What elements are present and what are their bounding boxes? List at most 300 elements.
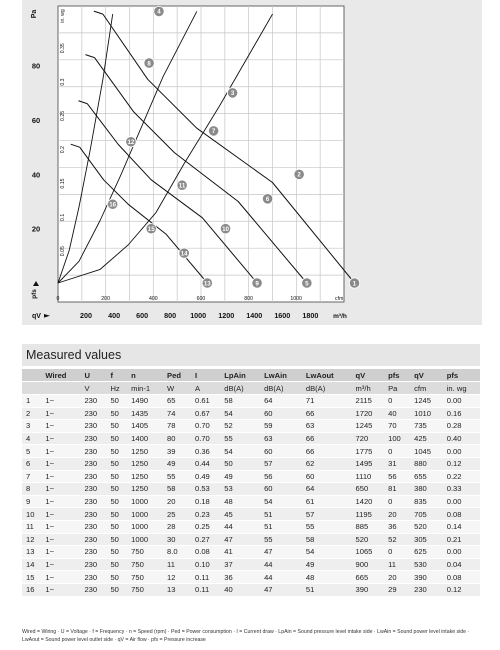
- x-tick-label-m3h: 800: [164, 311, 177, 320]
- table-cell: 0.61: [191, 395, 220, 408]
- table-cell: V: [80, 382, 106, 395]
- table-cell: 50: [106, 457, 127, 470]
- table-cell: 51: [260, 520, 302, 533]
- table-cell: 230: [80, 432, 106, 445]
- table-cell: 60: [302, 470, 352, 483]
- table-cell: 49: [302, 558, 352, 571]
- table-cell: 13: [22, 546, 41, 559]
- operating-point-label: 1: [352, 280, 357, 288]
- table-cell: 750: [127, 571, 163, 584]
- x-tick-label-cfm: 1000: [290, 296, 302, 302]
- table-cell: 40: [384, 407, 410, 420]
- table-cell: 0.21: [443, 533, 480, 546]
- y-tick-label-inwg: 0.2: [60, 146, 66, 154]
- table-cell: 29: [384, 583, 410, 596]
- table-cell: 835: [410, 495, 443, 508]
- table-cell: 1775: [352, 445, 385, 458]
- table-cell: LwAin: [260, 369, 302, 382]
- table-cell: 0.28: [443, 420, 480, 433]
- table-cell: 0.08: [443, 571, 480, 584]
- table-cell: 36: [220, 571, 260, 584]
- table-row: [22, 508, 480, 521]
- table-cell: 230: [80, 571, 106, 584]
- table-cell: 1~: [41, 520, 80, 533]
- table-cell: 1000: [127, 495, 163, 508]
- table-cell: 50: [106, 495, 127, 508]
- table-cell: LpAin: [220, 369, 260, 382]
- table-cell: 25: [163, 508, 191, 521]
- table-row: [22, 558, 480, 571]
- x-tick-label-m3h: 1200: [218, 311, 235, 320]
- table-cell: 0.70: [191, 432, 220, 445]
- table-cell: pfs: [443, 369, 480, 382]
- table-cell: 1~: [41, 533, 80, 546]
- table-cell: 57: [302, 508, 352, 521]
- table-cell: 1010: [410, 407, 443, 420]
- table-cell: 55: [260, 533, 302, 546]
- table-cell: LwAout: [302, 369, 352, 382]
- table-cell: 14: [22, 558, 41, 571]
- table-cell: 80: [163, 432, 191, 445]
- measured-values-table: [22, 369, 480, 597]
- table-cell: 0: [384, 395, 410, 408]
- table-cell: 50: [106, 432, 127, 445]
- operating-point-label: 9: [255, 280, 259, 288]
- table-cell: 230: [80, 558, 106, 571]
- x-tick-label-cfm: 400: [148, 296, 158, 302]
- table-cell: 50: [106, 533, 127, 546]
- table-cell: 665: [352, 571, 385, 584]
- table-cell: 63: [302, 420, 352, 433]
- table-cell: 530: [410, 558, 443, 571]
- y-tick-label-pa: 20: [31, 224, 41, 234]
- table-cell: 55: [220, 432, 260, 445]
- table-cell: 36: [384, 520, 410, 533]
- table-cell: 40: [220, 583, 260, 596]
- table-cell: 1~: [41, 432, 80, 445]
- table-cell: 6: [22, 457, 41, 470]
- table-cell: 230: [80, 533, 106, 546]
- x-axis-unit-cfm: cfm: [334, 296, 344, 302]
- table-cell: Pa: [384, 382, 410, 395]
- table-cell: pfs: [384, 369, 410, 382]
- table-cell: 50: [106, 470, 127, 483]
- table-cell: 0.40: [443, 432, 480, 445]
- table-cell: 1250: [127, 457, 163, 470]
- table-cell: 0.36: [191, 445, 220, 458]
- operating-point-label: 16: [109, 201, 117, 209]
- table-cell: 48: [220, 495, 260, 508]
- y-axis-arrow: [33, 281, 39, 286]
- table-cell: 50: [106, 445, 127, 458]
- table-cell: 1: [22, 395, 41, 408]
- table-cell: 230: [80, 457, 106, 470]
- y-tick-label-pa: 60: [31, 116, 41, 126]
- table-cell: 1405: [127, 420, 163, 433]
- table-cell: 44: [260, 558, 302, 571]
- table-cell: 66: [302, 432, 352, 445]
- table-cell: 705: [410, 508, 443, 521]
- table-cell: 50: [106, 520, 127, 533]
- table-cell: 1400: [127, 432, 163, 445]
- table-row: [22, 583, 480, 596]
- table-cell: 47: [260, 583, 302, 596]
- table-cell: A: [191, 382, 220, 395]
- table-cell: 55: [163, 470, 191, 483]
- y-tick-label-inwg: 0.05: [60, 246, 66, 257]
- table-cell: U: [80, 369, 106, 382]
- table-cell: 520: [352, 533, 385, 546]
- table-cell: 31: [384, 457, 410, 470]
- y-tick-label-pa: 40: [31, 170, 41, 180]
- table-cell: 0.04: [443, 558, 480, 571]
- table-cell: 0.18: [191, 495, 220, 508]
- operating-point-label: 7: [211, 128, 216, 136]
- table-cell: 8: [22, 483, 41, 496]
- table-cell: min-1: [127, 382, 163, 395]
- table-row: [22, 457, 480, 470]
- table-row: [22, 533, 480, 546]
- table-cell: 735: [410, 420, 443, 433]
- table-cell: W: [163, 382, 191, 395]
- table-row: [22, 407, 480, 420]
- table-cell: 1~: [41, 546, 80, 559]
- table-cell: 50: [220, 457, 260, 470]
- table-cell: 50: [106, 508, 127, 521]
- table-cell: 655: [410, 470, 443, 483]
- table-row: [22, 432, 480, 445]
- table-cell: 230: [80, 395, 106, 408]
- table-cell: 8.0: [163, 546, 191, 559]
- table-cell: 20: [384, 571, 410, 584]
- table-cell: qV: [410, 369, 443, 382]
- table-cell: 0.00: [443, 495, 480, 508]
- table-cell: 15: [22, 571, 41, 584]
- table-cell: 39: [163, 445, 191, 458]
- table-cell: 51: [260, 508, 302, 521]
- table-cell: 47: [260, 546, 302, 559]
- table-cell: 0.10: [191, 558, 220, 571]
- table-cell: 52: [220, 420, 260, 433]
- table-cell: 54: [220, 407, 260, 420]
- table-cell: 50: [106, 571, 127, 584]
- operating-point-label: 11: [178, 182, 186, 190]
- table-cell: [22, 382, 41, 395]
- table-cell: 58: [302, 533, 352, 546]
- table-row: [22, 470, 480, 483]
- table-cell: 58: [163, 483, 191, 496]
- table-cell: 1045: [410, 445, 443, 458]
- table-cell: 390: [410, 571, 443, 584]
- table-cell: 48: [302, 571, 352, 584]
- table-cell: 1~: [41, 583, 80, 596]
- table-cell: 12: [22, 533, 41, 546]
- table-cell: 720: [352, 432, 385, 445]
- table-cell: 1~: [41, 395, 80, 408]
- table-cell: 0.16: [443, 407, 480, 420]
- table-cell: 380: [410, 483, 443, 496]
- x-tick-label-cfm: 800: [244, 296, 253, 302]
- table-row: [22, 445, 480, 458]
- x-tick-label-m3h: 1400: [246, 311, 263, 320]
- table-row: [22, 546, 480, 559]
- y-axis-unit-pa: Pa: [31, 9, 38, 19]
- table-unit-row: [22, 382, 480, 395]
- table-cell: 50: [106, 395, 127, 408]
- table-cell: 1495: [352, 457, 385, 470]
- table-cell: 1~: [41, 571, 80, 584]
- table-cell: 47: [220, 533, 260, 546]
- y-tick-label-inwg: 0.25: [60, 110, 66, 121]
- operating-point-label: 13: [203, 280, 211, 288]
- table-cell: 0.11: [191, 571, 220, 584]
- table-cell: 53: [220, 483, 260, 496]
- y-axis-unit-inwg: in. wg: [60, 9, 66, 23]
- table-cell: 70: [384, 420, 410, 433]
- table-cell: 52: [384, 533, 410, 546]
- table-cell: [41, 382, 80, 395]
- table-cell: 230: [80, 508, 106, 521]
- table-cell: qV: [352, 369, 385, 382]
- table-cell: 0.33: [443, 483, 480, 496]
- table-cell: 10: [22, 508, 41, 521]
- table-row: [22, 571, 480, 584]
- table-cell: 59: [260, 420, 302, 433]
- table-cell: 1~: [41, 508, 80, 521]
- table-cell: 0.67: [191, 407, 220, 420]
- table-cell: 74: [163, 407, 191, 420]
- table-cell: 885: [352, 520, 385, 533]
- table-cell: m³/h: [352, 382, 385, 395]
- operating-point-label: 15: [147, 225, 155, 233]
- table-row: [22, 495, 480, 508]
- table-cell: n: [127, 369, 163, 382]
- table-cell: 63: [260, 432, 302, 445]
- table-cell: 625: [410, 546, 443, 559]
- table-cell: 0.53: [191, 483, 220, 496]
- operating-point-label: 5: [305, 280, 309, 288]
- table-cell: 78: [163, 420, 191, 433]
- table-cell: 520: [410, 520, 443, 533]
- table-cell: 0.08: [191, 546, 220, 559]
- table-cell: 54: [220, 445, 260, 458]
- table-cell: 0.00: [443, 546, 480, 559]
- table-cell: 650: [352, 483, 385, 496]
- table-cell: 425: [410, 432, 443, 445]
- table-cell: f: [106, 369, 127, 382]
- x-tick-label-m3h: 200: [80, 311, 93, 320]
- table-cell: 230: [80, 546, 106, 559]
- table-cell: 1~: [41, 470, 80, 483]
- table-cell: 57: [260, 457, 302, 470]
- table-cell: 16: [22, 583, 41, 596]
- table-cell: 11: [384, 558, 410, 571]
- table-cell: I: [191, 369, 220, 382]
- table-cell: 64: [302, 483, 352, 496]
- y-tick-label-inwg: 0.15: [60, 178, 66, 189]
- table-cell: 0.00: [443, 445, 480, 458]
- table-cell: 65: [163, 395, 191, 408]
- table-row: [22, 483, 480, 496]
- table-cell: 49: [163, 457, 191, 470]
- table-cell: 1000: [127, 533, 163, 546]
- table-cell: 0.27: [191, 533, 220, 546]
- table-cell: 49: [220, 470, 260, 483]
- table-cell: 4: [22, 432, 41, 445]
- table-cell: 0: [384, 495, 410, 508]
- operating-point-label: 4: [157, 8, 161, 16]
- table-cell: 0.23: [191, 508, 220, 521]
- table-cell: 0.70: [191, 420, 220, 433]
- table-cell: 1110: [352, 470, 385, 483]
- x-tick-label-cfm: 0: [56, 296, 60, 302]
- table-cell: 1490: [127, 395, 163, 408]
- table-cell: 1250: [127, 483, 163, 496]
- table-cell: 13: [163, 583, 191, 596]
- table-cell: 9: [22, 495, 41, 508]
- table-cell: 100: [384, 432, 410, 445]
- x-axis-label-qv: qV: [32, 313, 41, 320]
- table-cell: 0.08: [443, 508, 480, 521]
- table-cell: 0.00: [443, 395, 480, 408]
- table-cell: 1245: [410, 395, 443, 408]
- operating-point-label: 8: [147, 60, 151, 68]
- table-cell: 51: [302, 583, 352, 596]
- table-cell: 230: [80, 420, 106, 433]
- table-cell: 1~: [41, 483, 80, 496]
- section-title: Measured values: [22, 344, 480, 366]
- table-cell: 305: [410, 533, 443, 546]
- table-cell: 45: [220, 508, 260, 521]
- table-cell: 750: [127, 558, 163, 571]
- table-cell: 28: [163, 520, 191, 533]
- table-row: [22, 420, 480, 433]
- table-cell: 230: [80, 495, 106, 508]
- table-cell: 81: [384, 483, 410, 496]
- table-cell: [22, 369, 41, 382]
- table-cell: 1~: [41, 445, 80, 458]
- table-cell: 1065: [352, 546, 385, 559]
- table-cell: 750: [127, 583, 163, 596]
- x-axis-unit-m3h: m³/h: [333, 313, 347, 320]
- table-cell: 0.25: [191, 520, 220, 533]
- table-cell: 230: [80, 407, 106, 420]
- table-cell: 61: [302, 495, 352, 508]
- table-cell: 50: [106, 546, 127, 559]
- x-tick-label-cfm: 200: [101, 296, 110, 302]
- y-axis-label-pfs: pfs: [31, 289, 38, 299]
- table-cell: 750: [127, 546, 163, 559]
- table-row: [22, 520, 480, 533]
- table-cell: 11: [22, 520, 41, 533]
- table-cell: 41: [220, 546, 260, 559]
- x-tick-label-m3h: 1600: [274, 311, 291, 320]
- table-cell: 0.14: [443, 520, 480, 533]
- operating-point-label: 2: [297, 171, 301, 179]
- table-cell: 0.44: [191, 457, 220, 470]
- table-cell: 12: [163, 571, 191, 584]
- table-cell: 54: [260, 495, 302, 508]
- table-cell: 50: [106, 420, 127, 433]
- table-cell: dB(A): [220, 382, 260, 395]
- table-cell: 1~: [41, 495, 80, 508]
- table-cell: 0.12: [443, 457, 480, 470]
- x-tick-label-m3h: 400: [108, 311, 121, 320]
- table-cell: 7: [22, 470, 41, 483]
- table-cell: 230: [80, 470, 106, 483]
- table-cell: 0: [384, 546, 410, 559]
- table-cell: 11: [163, 558, 191, 571]
- table-cell: Hz: [106, 382, 127, 395]
- table-cell: Wired: [41, 369, 80, 382]
- table-cell: 55: [302, 520, 352, 533]
- table-cell: dB(A): [260, 382, 302, 395]
- table-cell: 1245: [352, 420, 385, 433]
- table-cell: Ped: [163, 369, 191, 382]
- table-cell: 20: [163, 495, 191, 508]
- table-cell: 390: [352, 583, 385, 596]
- table-cell: 5: [22, 445, 41, 458]
- table-cell: 54: [302, 546, 352, 559]
- table-cell: 66: [302, 407, 352, 420]
- table-cell: 60: [260, 445, 302, 458]
- table-cell: 50: [106, 483, 127, 496]
- table-cell: 1195: [352, 508, 385, 521]
- fan-curve-chart: [22, 0, 482, 325]
- table-cell: 230: [80, 583, 106, 596]
- table-cell: 230: [80, 445, 106, 458]
- table-row: [22, 395, 480, 408]
- y-tick-label-inwg: 0.3: [60, 78, 66, 86]
- table-cell: 1~: [41, 457, 80, 470]
- table-cell: 1720: [352, 407, 385, 420]
- operating-point-label: 3: [230, 90, 235, 98]
- x-tick-label-m3h: 1800: [302, 311, 319, 320]
- table-cell: 230: [410, 583, 443, 596]
- y-tick-label-inwg: 0.1: [60, 213, 66, 221]
- x-axis-arrow: [44, 314, 50, 318]
- table-cell: 0.49: [191, 470, 220, 483]
- table-cell: 30: [163, 533, 191, 546]
- table-cell: 1000: [127, 508, 163, 521]
- x-tick-label-m3h: 600: [136, 311, 149, 320]
- table-cell: 1420: [352, 495, 385, 508]
- table-cell: 66: [302, 445, 352, 458]
- table-cell: 0.12: [443, 583, 480, 596]
- x-tick-label-cfm: 600: [196, 296, 206, 302]
- table-cell: 50: [106, 558, 127, 571]
- table-cell: 1250: [127, 470, 163, 483]
- table-cell: 0: [384, 445, 410, 458]
- table-cell: 20: [384, 508, 410, 521]
- table-cell: 230: [80, 483, 106, 496]
- table-cell: 56: [260, 470, 302, 483]
- table-cell: 58: [220, 395, 260, 408]
- table-cell: 1~: [41, 407, 80, 420]
- operating-point-label: 14: [180, 250, 188, 258]
- table-cell: 2: [22, 407, 41, 420]
- x-tick-label-m3h: 1000: [190, 311, 207, 320]
- table-cell: 1250: [127, 445, 163, 458]
- table-cell: 37: [220, 558, 260, 571]
- table-cell: dB(A): [302, 382, 352, 395]
- fan-curve-svg: [22, 0, 482, 325]
- table-cell: 0.11: [191, 583, 220, 596]
- table-cell: 50: [106, 407, 127, 420]
- table-cell: 44: [260, 571, 302, 584]
- table-cell: 56: [384, 470, 410, 483]
- operating-point-label: 10: [222, 225, 229, 233]
